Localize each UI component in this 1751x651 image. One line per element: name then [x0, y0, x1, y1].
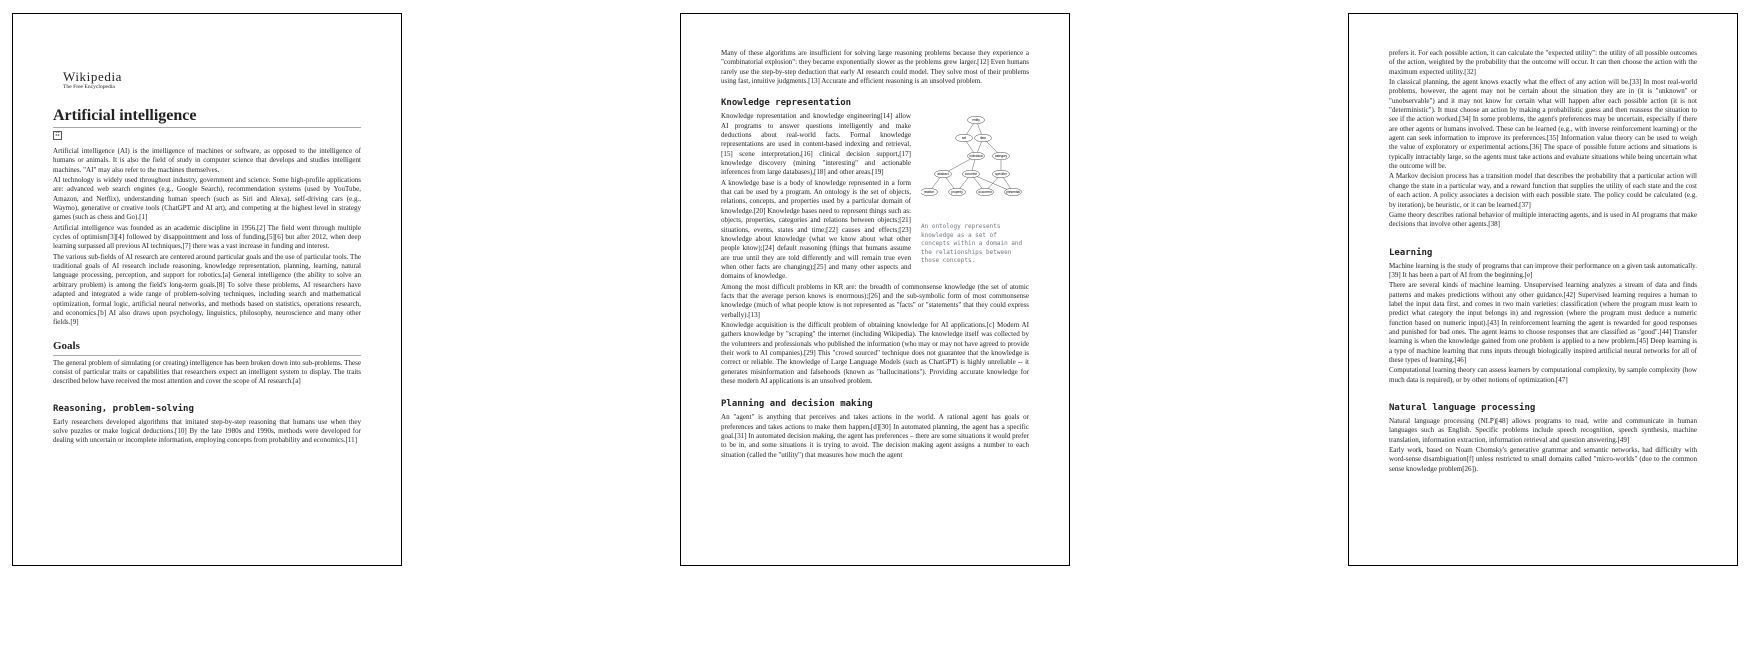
- ontology-node-label: individual: [969, 154, 983, 159]
- body-paragraph: Knowledge representation and knowledge engineering[14] allow AI programs to answer questions intelligently and make deductions about real-world facts. Formal knowledge representations are used in content-based indexing and retrieval,[15] scene interpretation,[16] clinical decision support,[17] knowledge discovery (mining "interesting" and actionable inferences from large databases),[18] and other areas.[19]: [721, 112, 911, 177]
- reasoning-heading: Reasoning, problem-solving: [53, 403, 194, 414]
- ontology-node-label: abstract: [937, 172, 949, 177]
- body-paragraph: prefers it. For each possible action, it can calculate the "expected utility": the utility of all possible outcomes of the action, weighted by the probability that the outcome will occur. It can then choose the action with the maximum expected utility.[32]: [1389, 49, 1697, 76]
- document-page-3: [1348, 13, 1738, 566]
- ontology-node: [993, 171, 1010, 179]
- body-paragraph: Natural language processing (NLP)[48] allows programs to read, write and communicate in human languages such as English. Specific problems include speech recognition, speech synthesis, machine translation, information extraction, information retrieval and question answering.[49]: [1389, 417, 1697, 444]
- ontology-node-label: set: [961, 136, 967, 141]
- ontology-node-label: entity: [972, 118, 980, 123]
- ontology-node: [949, 189, 966, 197]
- ontology-figure: [921, 112, 1029, 265]
- knowledge-representation-heading: Knowledge representation: [721, 98, 852, 109]
- ontology-node-label: presential: [1006, 190, 1020, 195]
- ontology-node-label: item: [979, 136, 987, 141]
- ontology-node: [975, 135, 992, 143]
- body-paragraph: The various sub-fields of AI research are centered around particular goals and the use of particular tools. The traditional goals of AI research include reasoning, knowledge representation, planning, learning, natural language processing, perception, and support for robotics.[a] General intelligence (the ability to solve an arbitrary problem) is among the field's long-term goals.[8] To solve these problems, AI researchers have adapted and integrated a wide range of problem-solving techniques, including search and mathematical optimization, formal logic, artificial neural networks, and methods based on statistics, operations research, and economics.[b] AI also draws upon psychology, linguistics, philosophy, neuroscience and many other fields.[9]: [53, 252, 361, 327]
- planning-paragraph: An "agent" is anything that perceives and takes actions in the world. A rational agent has goals or preferences and takes actions to make them happen.[d][30] In automated planning, the agent has a specific goal.[31] In automated decision making, the agent has preferences – there are some situations it would prefer to be in, and some situations it is trying to avoid. The decision making agent assigns a number to each situation (called the "utility") that measures how much the agent: [721, 413, 1029, 459]
- ontology-node-label: occurrent: [978, 190, 992, 195]
- ontology-node-label: property: [951, 190, 963, 195]
- body-paragraph: Machine learning is the study of programs that can improve their performance on a given task automatically.[39] It has been a part of AI from the beginning.[e]: [1389, 261, 1697, 279]
- translate-icon[interactable]: ☷: [53, 131, 62, 140]
- body-paragraph: Computational learning theory can assess learners by computational complexity, by sample complexity (how much data is required), or by other notions of optimization.[47]: [1389, 366, 1697, 384]
- body-paragraph: There are several kinds of machine learning. Unsupervised learning analyzes a stream of data and finds patterns and makes predictions without any other guidance.[42] Supervised learning requires a human to label the input data first, and comes in two main varieties: classification (where the program must learn to predict what category the input belongs in) and regression (where the program must deduce a numeric function based on numeric input).[43] In reinforcement learning the agent is rewarded for good responses and punished for bad ones. The agent learns to choose responses that are classified as "good".[44] Transfer learning is when the knowledge gained from one problem is applied to a new problem.[45] Deep learning is a type of machine learning that runs inputs through biologically inspired artificial neural networks for all of these types of learning.[46]: [1389, 281, 1697, 364]
- nlp-heading: Natural language processing: [1389, 403, 1536, 413]
- ontology-node: [956, 135, 973, 143]
- wikipedia-logo: Wikipedia: [63, 69, 123, 84]
- learning-heading: Learning: [1389, 247, 1433, 258]
- body-paragraph: Game theory describes rational behavior of multiple interacting agents, and is used in AI programs that make decisions that involve other agents.[38]: [1389, 210, 1697, 229]
- wikipedia-tagline: The Free Encyclopedia: [63, 84, 115, 90]
- ontology-node: [968, 153, 985, 161]
- page-2-content: [721, 49, 1029, 461]
- ontology-node-label: specifier: [995, 172, 1007, 177]
- body-paragraph: A knowledge base is a body of knowledge represented in a form that can be used by a program. An ontology is the set of objects, relations, concepts, and properties used by a particular domain of knowledge.[20] Knowledge bases need to represent things such as: objects, properties, categories and relations between objects;[21] situations, events, states and time;[22] causes and effects;[23] knowledge about knowledge (what we know about what other people know);[24] default reasoning (things that humans assume are true until they are told differently and will remain true even when other facts are changing);[25] and many other aspects and domains of knowledge.: [721, 178, 911, 281]
- body-paragraph: A Markov decision process has a transition model that describes the probability that a particular action will change the state in a particular way, and a reward function that supplies the utility of each state and the cost of each action. A policy associates a decision with each possible state. The policy could be calculated (e.g. by iteration), be heuristic, or it can be learned.[37]: [1389, 172, 1697, 209]
- ontology-node: [1005, 189, 1022, 197]
- figure-caption: An ontology represents knowledge as a set of concepts within a domain and the relationships between those concepts.: [921, 223, 1023, 264]
- ontology-node: [977, 189, 994, 197]
- ontology-node: [968, 117, 985, 125]
- document-page-1: [12, 13, 402, 566]
- page-1-content: [53, 70, 361, 447]
- ontology-node-label: concrete: [964, 172, 978, 177]
- intro-paragraph: Artificial intelligence (AI) is the intelligence of machines or software, as opposed to the intelligence of humans or animals. It is also the field of study in computer science that develops and studies intelligent machines. "AI" may also refer to the machines themselves.: [53, 147, 361, 174]
- ontology-node-label: category: [994, 154, 1008, 159]
- ontology-node: [993, 153, 1010, 161]
- page-3-content: [1389, 49, 1697, 475]
- page-title: Artificial intelligence: [53, 107, 361, 128]
- ontology-diagram: [921, 112, 1029, 220]
- goals-heading: Goals: [53, 340, 361, 356]
- planning-heading: Planning and decision making: [721, 399, 873, 410]
- body-paragraph: AI technology is widely used throughout industry, government and science. Some high-profile applications are: advanced web search engines (e.g., Google Search), recommendation systems (used by YouTube, Amazon, and Netflix), understanding human speech (such as Siri and Alexa), self-driving cars (e.g., Waymo), generative or creative tools (ChatGPT and AI art), and competing at the highest level in strategy games (such as chess and Go).[1]: [53, 176, 361, 222]
- body-paragraph: Knowledge acquisition is the difficult problem of obtaining knowledge for AI applications.[c] Modern AI gathers knowledge by "scraping" the internet (including Wikipedia). The knowledge itself was collected by the volunteers and professionals who published the information (who may or may not have agreed to provide their work to AI companies).[29] This "crowd sourced" technique does not guarantee that the knowledge is correct or reliable. The knowledge of Large Language Models (such as ChatGPT) is highly unreliable -- it generates misinformation and falsehoods (known as "hallucinations"). Providing accurate knowledge for these modern AI applications is an unsolved problem.: [721, 320, 1029, 385]
- document-page-2: [680, 13, 1070, 566]
- ontology-node: [935, 171, 952, 179]
- ontology-node: [921, 189, 938, 197]
- intro-paragraph: Many of these algorithms are insufficient for solving large reasoning problems because they experience a "combinatorial explosion": they became exponentially slower as the problems grew larger.[12] Even humans rarely use the step-by-step deduction that early AI research could model. They solve most of their problems using fast, intuitive judgments.[13] Accurate and efficient reasoning is an unsolved problem.: [721, 49, 1029, 86]
- reasoning-paragraph: Early researchers developed algorithms that imitated step-by-step reasoning that humans use when they solve puzzles or make logical deductions.[10] By the late 1980s and 1990s, methods were developed for dealing with uncertain or incomplete information, employing concepts from probability and economics.[11]: [53, 417, 361, 445]
- goals-paragraph: The general problem of simulating (or creating) intelligence has been broken down into sub-problems. These consist of particular traits or capabilities that researchers expect an intelligent system to display. The traits described below have received the most attention and cover the scope of AI research.[a]: [53, 358, 361, 386]
- body-paragraph: Among the most difficult problems in KR are: the breadth of commonsense knowledge (the set of atomic facts that the average person knows is enormous);[26] and the sub-symbolic form of most commonsense knowledge (much of what people know is not represented as "facts" or "statements" that they could express verbally).[13]: [721, 282, 1029, 319]
- body-paragraph: Artificial intelligence was founded as an academic discipline in 1956.[2] The field went through multiple cycles of optimism[3][4] followed by disappointment and loss of funding,[5][6] but after 2012, when deep learning surpassed all previous AI techniques,[7] there was a vast increase in funding and interest.: [53, 223, 361, 251]
- body-paragraph: Early work, based on Noam Chomsky's generative grammar and semantic networks, had difficulty with word-sense disambiguation[f] unless restricted to small domains called "micro-worlds" (due to the common sense knowledge problem[26]).: [1389, 446, 1697, 473]
- body-paragraph: In classical planning, the agent knows exactly what the effect of any action will be.[33] In most real-world problems, however, the agent may not be certain about the situation they are in (it is "unknown" or "unobservable") and it may not know for certain what will happen after each possible action (it is not "deterministic"). It must choose an action by making a probabilistic guess and then reassess the situation to see if the action worked.[34] In some problems, the agent's preferences may be uncertain, especially if there are other agents or humans involved. These can be learned (e.g., with inverse reinforcement learning) or the agent can seek information to improve its preferences.[35] Information value theory can be used to weigh the value of exploratory or experimental actions.[36] The space of possible future actions and situations is typically intractably large, so the agents must take actions and evaluate situations while being uncertain what the outcome will be.: [1389, 78, 1697, 171]
- ontology-node-label: relation: [923, 190, 935, 195]
- ontology-node: [963, 171, 980, 179]
